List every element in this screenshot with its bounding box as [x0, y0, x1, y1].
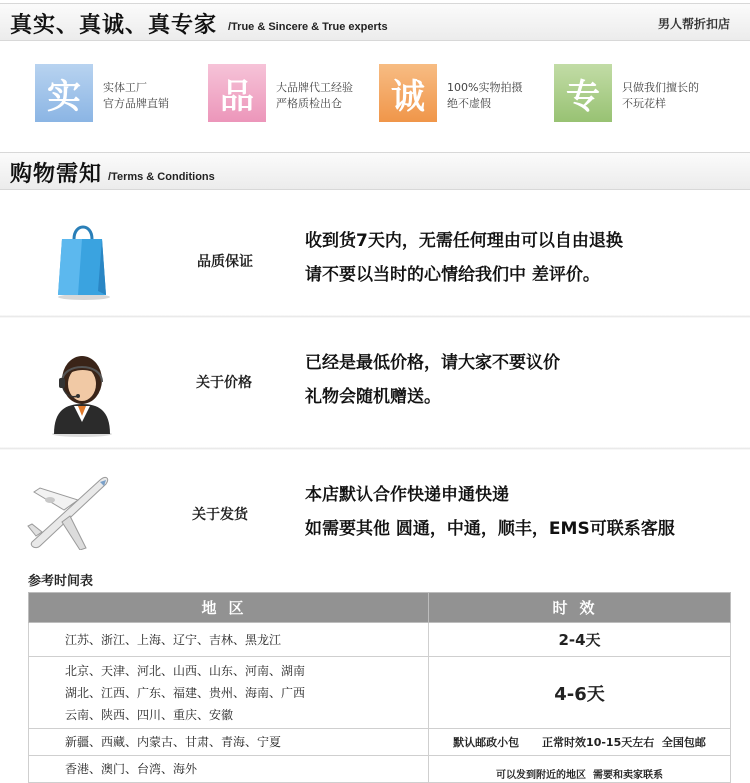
region-text: 江苏、浙江、上海、辽宁、吉林、黑龙江 — [65, 632, 282, 647]
feature-brand-line2: 严格质检出仓 — [276, 97, 342, 110]
feature-real-badge: 实 — [35, 64, 93, 122]
table-row — [29, 657, 731, 729]
region-text: 新疆、西藏、内蒙古、甘肃、青海、宁夏 — [65, 735, 282, 749]
feature-brand-badge: 品 — [208, 64, 266, 122]
terms-title-cn: 购物需知 — [10, 162, 103, 187]
row-shipping-line2: 如需要其他 圆通，中通，顺丰，EMS可联系客服 — [305, 519, 675, 539]
table-row — [29, 729, 731, 756]
feature-real-line1: 实体工厂 — [103, 81, 147, 94]
customer-service-icon — [46, 346, 118, 438]
row-price-label: 关于价格 — [196, 375, 252, 391]
feature-real-line2: 官方品牌直销 — [103, 97, 169, 110]
feature-honest-badge: 诚 — [379, 64, 437, 122]
region-text: 香港、澳门、台湾、海外 — [65, 762, 198, 776]
feature-expert-line2: 不玩花样 — [622, 97, 666, 110]
row-shipping-label: 关于发货 — [192, 507, 248, 523]
shop-name: 男人帮折扣店 — [657, 17, 730, 31]
region-text: 云南、陕西、四川、重庆、安徽 — [65, 707, 234, 722]
table-header-time: 时效 — [429, 593, 731, 623]
feature-brand-line1: 大品牌代工经验 — [276, 81, 353, 94]
header-title-cn: 真实、真诚、真专家 — [10, 13, 218, 38]
reference-title: 参考时间表 — [28, 574, 94, 589]
row-price-line1: 已经是最低价格，请大家不要议价 — [305, 353, 560, 373]
divider — [0, 447, 750, 450]
region-text: 湖北、江西、广东、福建、贵州、海南、广西 — [65, 685, 306, 700]
divider — [0, 315, 750, 318]
time-cell: 2-4天 — [429, 623, 731, 657]
airplane-icon — [26, 470, 112, 550]
time-cell: 4-6天 — [429, 657, 731, 729]
shopping-bag-icon — [52, 217, 112, 301]
feature-expert-badge: 专 — [554, 64, 612, 122]
header-title-en: /True & Sincere & True experts — [228, 21, 388, 33]
row-quality-line1: 收到货7天内，无需任何理由可以自由退换 — [305, 231, 623, 251]
reference-table — [28, 592, 731, 783]
row-price-line2: 礼物会随机赠送。 — [305, 387, 441, 407]
region-text: 北京、天津、河北、山西、山东、河南、湖南 — [65, 663, 306, 678]
terms-title-en: /Terms & Conditions — [108, 171, 215, 183]
row-quality-line2: 请不要以当时的心情给我们中 差评价。 — [305, 265, 600, 285]
feature-honest-line2: 绝不虚假 — [447, 97, 491, 110]
table-row — [29, 623, 731, 657]
time-cell: 默认邮政小包 正常时效10-15天左右 全国包邮 — [429, 729, 731, 756]
table-row — [29, 756, 731, 783]
feature-expert-line1: 只做我们擅长的 — [622, 81, 699, 94]
header-band — [0, 3, 750, 41]
terms-band — [0, 152, 750, 190]
row-shipping-line1: 本店默认合作快递申通快递 — [305, 485, 509, 505]
time-cell: 可以发到附近的地区 需要和卖家联系 — [429, 756, 731, 783]
row-quality-label: 品质保证 — [197, 254, 253, 270]
feature-honest-line1: 100%实物拍摄 — [447, 81, 523, 94]
table-header-region: 地区 — [29, 593, 429, 623]
